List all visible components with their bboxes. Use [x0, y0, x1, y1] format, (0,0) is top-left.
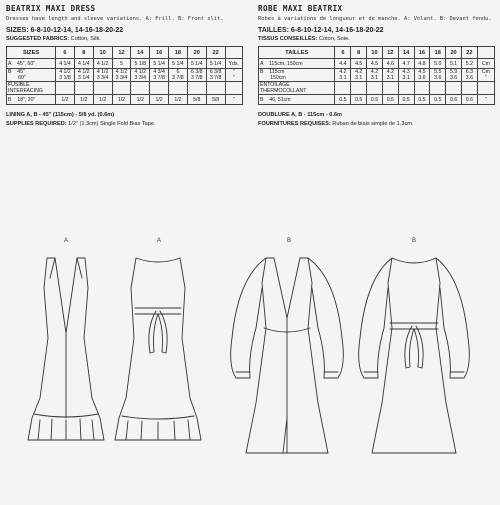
lining-line: LINING A, B - 45" (115cm) - 5/8 yd. (0.6m) — [6, 112, 115, 118]
value-cell — [131, 82, 150, 95]
sizes-line: TAILLES: 6-8-10-12-14, 14-16-18-20-22 — [258, 27, 384, 34]
value-cell — [398, 82, 414, 95]
value-cell: 0.6 — [446, 95, 462, 105]
value-cell: 5 1/4 — [206, 59, 225, 69]
value-cell: 0.5 — [351, 95, 367, 105]
header-cell: 6 — [56, 47, 75, 59]
value-cell: 0.5 — [367, 95, 383, 105]
value-cell — [169, 82, 188, 95]
value-cell — [477, 82, 494, 95]
value-cell: 5.5 3.6 — [430, 69, 446, 82]
value-cell: 0.6 — [461, 95, 477, 105]
value-cell: 1/2 — [56, 95, 75, 105]
value-cell: 5 — [112, 59, 131, 69]
table-header-row — [7, 47, 243, 59]
value-cell: 5 1/4 — [169, 59, 188, 69]
pattern-description: Dresses have length and sleeve variations. A: Frill. B: Front slit. — [6, 16, 224, 22]
header-cell: TAILLES — [259, 47, 335, 59]
value-cell — [351, 82, 367, 95]
value-cell: 5 1/4 — [187, 59, 206, 69]
value-cell: " — [225, 95, 243, 105]
header-cell: SIZES — [7, 47, 56, 59]
variant-label: B — [412, 238, 417, 244]
value-cell — [187, 82, 206, 95]
supplies-line — [6, 120, 243, 129]
row-label-cell: FUSIBLE INTERFACING — [7, 82, 56, 95]
value-cell: 4.5 — [367, 59, 383, 69]
fabrics-label: SUGGESTED FABRICS: — [6, 36, 70, 42]
value-cell: 4 1/2 3 3/4 — [131, 69, 150, 82]
value-cell: 0.5 — [335, 95, 351, 105]
row-label-cell: B 46, 51cm — [259, 95, 335, 105]
table-row — [259, 82, 495, 95]
lining-line: DOUBLURE A, B - 115cm - 0.6m — [258, 112, 343, 118]
value-cell: 4.2 3.1 — [351, 69, 367, 82]
header-cell: 10 — [367, 47, 383, 59]
table-row — [259, 59, 495, 69]
value-cell: 4.3 3.1 — [398, 69, 414, 82]
value-cell: 4 1/2 3 1/4 — [74, 69, 93, 82]
table-row — [7, 69, 243, 82]
value-cell: " " — [225, 69, 243, 82]
value-cell — [74, 82, 93, 95]
header-cell: 22 — [461, 47, 477, 59]
value-cell: " — [477, 95, 494, 105]
dress-b-back-drawing — [359, 258, 470, 453]
value-cell: 5.2 — [461, 59, 477, 69]
header-cell: 14 — [131, 47, 150, 59]
value-cell: 1/2 — [93, 95, 112, 105]
table-row — [7, 59, 243, 69]
value-cell: 4.7 — [398, 59, 414, 69]
value-cell: 4.2 3.1 — [335, 69, 351, 82]
header-cell: 12 — [382, 47, 398, 59]
pattern-description: Robes à variations de longueur et de manche. A: Volant. B: Devant fendu. — [258, 16, 492, 22]
dress-a-front-drawing — [28, 258, 104, 440]
value-cell — [150, 82, 169, 95]
value-cell — [367, 82, 383, 95]
row-label-cell: ENTOILAGE THERMOCOLLANT — [259, 82, 335, 95]
value-cell: Cm " — [477, 69, 494, 82]
fabrics-label: TISSUS CONSEILLÉS: — [258, 36, 318, 42]
value-cell: 5 1/4 — [150, 59, 169, 69]
table-body — [7, 59, 243, 105]
value-cell: 4 1/2 3 3/4 — [112, 69, 131, 82]
notes — [6, 111, 243, 129]
sizes-line: SIZES: 6-8-10-12-14, 14-16-18-20-22 — [6, 27, 124, 34]
value-cell: Cm — [477, 59, 494, 69]
technical-drawings — [0, 228, 500, 500]
french-column — [258, 4, 495, 129]
value-cell — [382, 82, 398, 95]
value-cell: 5 1/8 — [131, 59, 150, 69]
pattern-title: BEATRIX MAXI DRESS — [6, 4, 96, 13]
pattern-title: ROBE MAXI BEATRIX — [258, 4, 343, 13]
row-label-cell: A 45", 60" — [7, 59, 56, 69]
value-cell — [56, 82, 75, 95]
value-cell: 0.5 — [382, 95, 398, 105]
supplies-label: FOURNITURES REQUISES: — [258, 121, 331, 127]
value-cell: 4.4 — [335, 59, 351, 69]
value-cell — [93, 82, 112, 95]
row-label-cell: B 18", 20" — [7, 95, 56, 105]
value-cell: 4.2 3.1 — [382, 69, 398, 82]
header-cell: 16 — [414, 47, 430, 59]
value-cell — [225, 82, 243, 95]
value-cell: 1/2 — [74, 95, 93, 105]
value-cell: 5.9 3.6 — [446, 69, 462, 82]
table-body — [259, 59, 495, 105]
english-column — [6, 4, 243, 129]
table-row — [7, 82, 243, 95]
value-cell: 1/2 — [150, 95, 169, 105]
value-cell: 5/8 — [187, 95, 206, 105]
value-cell: 6.3 3.6 — [461, 69, 477, 82]
value-cell: 6 3 7/8 — [169, 69, 188, 82]
value-cell — [112, 82, 131, 95]
header-cell — [225, 47, 243, 59]
value-cell: 4.2 3.1 — [367, 69, 383, 82]
value-cell: 1/2 — [131, 95, 150, 105]
header-cell: 20 — [446, 47, 462, 59]
table-row — [259, 95, 495, 105]
value-cell: 5/8 — [206, 95, 225, 105]
value-cell: 0.5 — [414, 95, 430, 105]
value-cell: 6 3/8 3 7/8 — [206, 69, 225, 82]
supplies-label: SUPPLIES REQUIRED: — [6, 121, 67, 127]
supplies-line — [258, 120, 495, 129]
value-cell: 4.6 — [382, 59, 398, 69]
value-cell: 5.0 — [430, 59, 446, 69]
header-cell: 14 — [398, 47, 414, 59]
yardage-table — [6, 46, 243, 105]
value-cell — [414, 82, 430, 95]
header-cell — [477, 47, 494, 59]
value-cell: 6 3/8 3 7/8 — [187, 69, 206, 82]
value-cell — [206, 82, 225, 95]
row-label-cell: B 115cm 150cm — [259, 69, 335, 82]
value-cell: 4.5 3.6 — [414, 69, 430, 82]
header-cell: 8 — [351, 47, 367, 59]
header-cell: 16 — [150, 47, 169, 59]
fabrics-line — [6, 36, 243, 42]
fabrics-value: Cotton, Silk. — [70, 36, 101, 42]
value-cell: 4 1/2 — [93, 59, 112, 69]
fabrics-line — [258, 36, 495, 42]
value-cell — [430, 82, 446, 95]
value-cell: Yds. — [225, 59, 243, 69]
header-cell: 22 — [206, 47, 225, 59]
table-row — [259, 69, 495, 82]
variant-label: B — [287, 238, 292, 244]
row-label-cell: A 115cm, 150cm — [259, 59, 335, 69]
header-cell: 18 — [430, 47, 446, 59]
dress-a-back-drawing — [115, 258, 201, 440]
row-label-cell: B 45" 60" — [7, 69, 56, 82]
value-cell — [335, 82, 351, 95]
yardage-table — [258, 46, 495, 105]
value-cell: 4 1/2 3 1/8 — [56, 69, 75, 82]
table-header-row — [259, 47, 495, 59]
table-row — [7, 95, 243, 105]
header-cell: 20 — [187, 47, 206, 59]
header-cell: 12 — [112, 47, 131, 59]
supplies-value: 1/2" (1.3cm) Single Fold Bias Tape. — [68, 121, 156, 127]
value-cell: 0.5 — [430, 95, 446, 105]
value-cell: 4 3/4 3 7/8 — [150, 69, 169, 82]
value-cell: 1/2 — [112, 95, 131, 105]
value-cell: 0.5 — [398, 95, 414, 105]
value-cell — [446, 82, 462, 95]
variant-label: A — [157, 238, 162, 244]
value-cell — [461, 82, 477, 95]
header-cell: 8 — [74, 47, 93, 59]
value-cell: 4.5 — [351, 59, 367, 69]
supplies-value: Ruban de biais simple de 1.3cm. — [332, 121, 414, 127]
fabrics-value: Coton, Soie. — [318, 36, 350, 42]
dress-b-front-drawing — [231, 258, 344, 453]
variant-label: A — [64, 238, 69, 244]
header-cell: 18 — [169, 47, 188, 59]
header-cell: 6 — [335, 47, 351, 59]
value-cell: 4.8 — [414, 59, 430, 69]
value-cell: 1/2 — [169, 95, 188, 105]
value-cell: 5.1 — [446, 59, 462, 69]
notes — [258, 111, 495, 129]
value-cell: 4 1/4 — [74, 59, 93, 69]
value-cell: 4 1/2 3 3/4 — [93, 69, 112, 82]
header-cell: 10 — [93, 47, 112, 59]
value-cell: 4 1/4 — [56, 59, 75, 69]
